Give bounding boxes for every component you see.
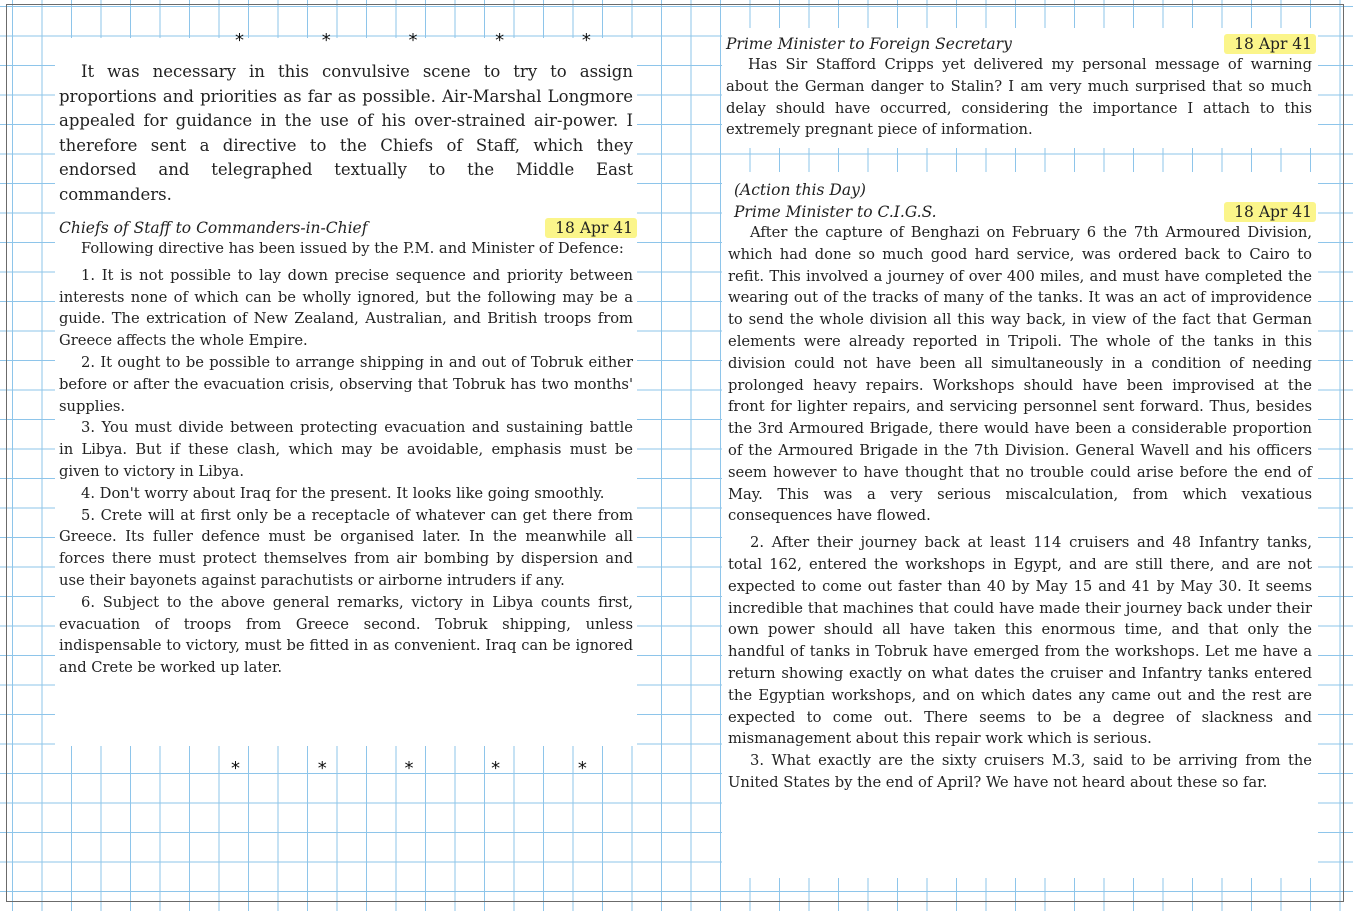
memo-heading-row bbox=[59, 218, 637, 238]
memo-2-paragraph-2: 2. After their journey back at least 114 cruisers and 48 Infantry tanks, total 162, entered the workshops in Egypt, and are still there, and are not expected to come out faster than 40 by May 15 and 41 by May 30. It seems incredible that machines that could have made their journey back under their own power should all have taken this enormous time, and that only the handful of tanks in Tobruk have emerged from the workshops. Let me have a return showing exactly on what dates the cruiser and Infantry tanks entered the Egyptian workshops, and on which dates any came out and the rest are expected to come out. There seems to be a degree of slackness and mismanagement about this repair work which is serious. bbox=[728, 534, 1312, 748]
memo-2-date: 18 Apr 41 bbox=[1224, 202, 1316, 222]
memo-point-6: 6. Subject to the above general remarks, victory in Libya counts first, evacuation of troops from Greece second. Tobruk shipping, unless indispensable to victory, must be fitted in as convenient. Iraq can be ignored and Crete be worked up later. bbox=[59, 593, 633, 677]
separator-bottom: * * * * * bbox=[231, 758, 623, 779]
right-memo-1 bbox=[722, 28, 1318, 148]
memo-2-heading-row bbox=[734, 202, 1316, 222]
memo-point-4: 4. Don't worry about Iraq for the present. It looks like going smoothly. bbox=[81, 484, 605, 502]
memo-body bbox=[59, 238, 633, 679]
memo-2-paragraph-1: After the capture of Benghazi on February 6 the 7th Armoured Division, which had done so much good hard service, was ordered back to Cairo to refit. This involved a journey of over 400 miles, and must have completed the wearing out of the tracks of many of the tanks. It was an act of improvidence to send the whole division all this way back, in view of the fact that German elements were already reported in Tripoli. The whole of the tanks in this division could not have been all simultaneously in a condition of needing prolonged heavy repairs. Workshops should have been improvised at the front for lighter repairs, and servicing personnel sent forward. Thus, besides the 3rd Armoured Brigade, there would have been a considerable proportion of the Armoured Brigade in the 7th Division. General Wavell and his officers seem however to have thought that no trouble could arise before the end of May. This was a very serious miscalculation, from which vexatious consequences have flowed. bbox=[728, 224, 1312, 525]
memo-point-3: 3. You must divide between protecting evacuation and sustaining battle in Libya. But if these clash, which may be avoidable, emphasis must be given to victory in Libya. bbox=[59, 419, 633, 480]
separator-top: * * * * * bbox=[235, 30, 627, 51]
memo-2-action: (Action this Day) bbox=[734, 181, 866, 199]
memo-1-date: 18 Apr 41 bbox=[1224, 34, 1316, 54]
right-memo-2 bbox=[722, 172, 1318, 878]
memo-1-heading: Prime Minister to Foreign Secretary bbox=[726, 35, 1012, 53]
memo-1-body: Has Sir Stafford Cripps yet delivered my personal message of warning about the German danger to Stalin? I am very much surprised that so much delay should have occurred, considering the importance I attach to this extremely pregnant piece of information. bbox=[726, 56, 1312, 139]
memo-opening: Following directive has been issued by the P.M. and Minister of Defence: bbox=[81, 240, 624, 257]
intro-paragraph: It was necessary in this convulsive scene to try to assign proportions and priorities as far as possible. Air-Marshal Longmore appealed for guidance in the use of his over-strained air-power. I therefore sent a directive to the Chiefs of Staff, which they endorsed and telegraphed textually to the Middle East commanders. bbox=[59, 62, 633, 204]
memo-date: 18 Apr 41 bbox=[545, 218, 637, 238]
memo-1-body-wrap bbox=[726, 54, 1312, 141]
memo-1-heading-row bbox=[726, 34, 1316, 54]
memo-heading: Chiefs of Staff to Commanders-in-Chief bbox=[59, 219, 368, 237]
left-column bbox=[55, 30, 637, 779]
memo-2-body bbox=[728, 222, 1312, 794]
memo-point-5: 5. Crete will at first only be a receptacle of whatever can get there from Greece. Its fuller defence must be organised later. In the meanwhile all forces there must protect themselves from air bombing by dispersion and use their bayonets against parachutists or airborne intruders if any. bbox=[59, 506, 633, 589]
memo-2-heading: Prime Minister to C.I.G.S. bbox=[734, 203, 937, 221]
memo-point-2: 2. It ought to be possible to arrange shipping in and out of Tobruk either before or after the evacuation crisis, observing that Tobruk has two months' supplies. bbox=[59, 353, 633, 415]
intro-section bbox=[59, 60, 633, 208]
memo-2-paragraph-3: 3. What exactly are the sixty cruisers M.3, said to be arriving from the United States by the end of April? We have not heard about these so far. bbox=[728, 752, 1312, 791]
memo-point-1: 1. It is not possible to lay down precise sequence and priority between interests none of which can be wholly ignored, but the following may be a guide. The extrication of New Zealand, Australian, and British troops from Greece affects the whole Empire. bbox=[59, 266, 633, 350]
